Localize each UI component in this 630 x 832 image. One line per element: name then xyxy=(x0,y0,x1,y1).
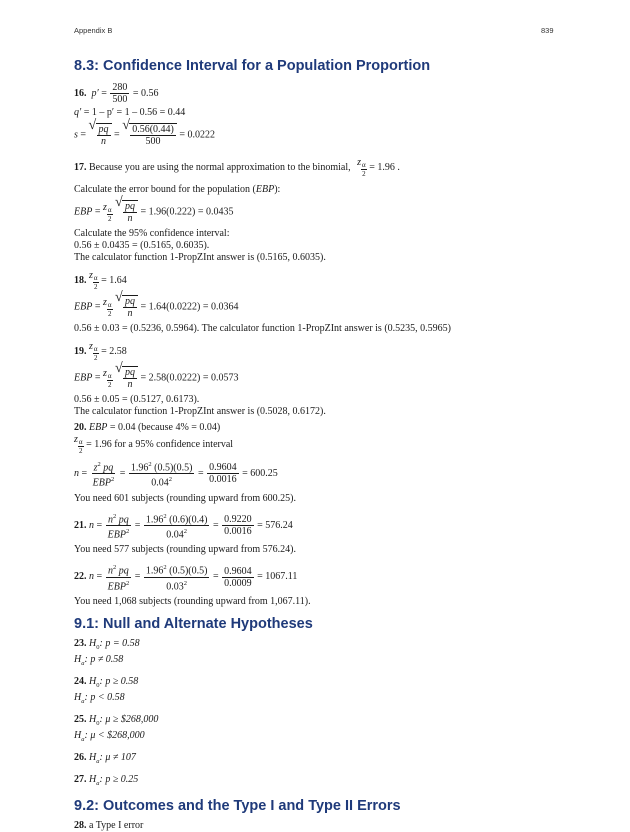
problem-22-n: 22. n = $\frac{n^2 pq}{EBP^2}$ = $\frac{1.96^2 (0.5)(0.5)}{0.03^2}$ = $\frac{0.9604}{0.0009}$ = 1067.11 xyxy=(74,564,298,592)
problem-18-z: 18. z α 2 = 1.64 xyxy=(74,270,127,291)
problem-28: 28. a Type I error xyxy=(74,819,144,831)
problem-18-line: 0.56 ± 0.03 = (0.5236, 0.5964). The calculator function 1-PropZInt answer is (0.5235, 0.5965) xyxy=(74,323,451,334)
problem-25-h0: 25. $H_0$: μ ≥ $268,000 xyxy=(74,713,159,727)
problem-16-line-3: s = √ $\frac{pq}{n}$ = √ $\frac{0.56(0.44)}{500}$ = 0.0222 xyxy=(74,118,215,147)
problem-20-ebp: 20. EBP = 0.04 (because 4% = 0.04) xyxy=(74,422,221,433)
problem-20-z: z α 2 = 1.96 for a 95% confidence interval xyxy=(74,434,234,455)
problem-17-ci-title: Calculate the 95% confidence interval: xyxy=(74,228,230,239)
problem-19-line-2: The calculator function 1-PropZInt answer is (0.5028, 0.6172). xyxy=(74,406,326,417)
problem-24-ha: $H_a$: p < 0.58 xyxy=(74,691,125,705)
problem-21-note: You need 577 subjects (rounding upward from 576.24). xyxy=(74,544,297,556)
problem-19-line-1: 0.56 ± 0.05 = (0.5127, 0.6173). xyxy=(74,394,200,405)
section-heading-8-3: 8.3: Confidence Interval for a Population Proportion xyxy=(74,58,431,74)
problem-27: 27. $H_a$: p ≥ 0.25 xyxy=(74,773,139,787)
problem-17-calc-ebp: Calculate the error bound for the population (EBP): xyxy=(74,184,281,195)
page-content xyxy=(74,56,574,832)
fraction: $\frac{280}{500}$ xyxy=(112,82,128,105)
problem-16-line-2: q′ = 1 – p′ = 1 – 0.56 = 0.44 xyxy=(74,107,186,118)
problem-26: 26. $H_a$: μ ≠ 107 xyxy=(74,751,136,765)
problem-17-ebp: EBP = z α 2 √ $\frac{pq}{n}$ = 1.96(0.222) = 0.0435 xyxy=(74,195,234,224)
problem-18-ebp: EBP = z α 2 √ $\frac{pq}{n}$ = 1.64(0.0222) = 0.0364 xyxy=(74,290,239,319)
section-heading-9-2: 9.2: Outcomes and the Type I and Type II Errors xyxy=(74,797,401,814)
problem-23-h0: 23. $H_0$: p = 0.58 xyxy=(74,637,140,651)
problem-25-ha: $H_a$: μ < $268,000 xyxy=(74,729,145,743)
page-number: 839 xyxy=(541,26,554,35)
problem-21-n: 21. n = $\frac{n^2 pq}{EBP^2}$ = $\frac{1.96^2 (0.6)(0.4)}{0.04^2}$ = $\frac{0.9220}{0.0016}$ = 576.24 xyxy=(74,512,293,541)
problem-20-note: You need 601 subjects (rounding upward from 600.25). xyxy=(74,492,297,504)
problem-16-line-1: 16. p′ = $\frac{280}{500}$ = 0.56 xyxy=(74,82,159,105)
problem-22-note: You need 1,068 subjects (rounding upward from 1,067.11). xyxy=(74,595,311,607)
problem-17-calc-line: The calculator function 1-PropZInt answer is (0.5165, 0.6035). xyxy=(74,252,326,263)
section-heading-9-1: 9.1: Null and Alternate Hypotheses xyxy=(74,615,313,632)
problem-20-n: n = $\frac{z^2 pq}{EBP^2}$ = $\frac{1.96^2 (0.5)(0.5)}{0.04^2}$ = $\frac{0.9604}{0.0016}$ = 600.25 xyxy=(74,461,278,489)
problem-19-ebp: EBP = z α 2 √ $\frac{pq}{n}$ = 2.58(0.0222) = 0.0573 xyxy=(74,361,239,390)
problem-19-z: 19. z α 2 = 2.58 xyxy=(74,341,127,362)
problem-24-h0: 24. $H_0$: p ≥ 0.58 xyxy=(74,675,139,689)
problem-number: 16. xyxy=(74,87,87,99)
problem-17-line-1: 17. Because you are using the normal approximation to the binomial, z α 2 = 1.96 . xyxy=(74,157,400,178)
problem-17-ci-line: 0.56 ± 0.0435 = (0.5165, 0.6035). xyxy=(74,240,210,251)
running-header-left: Appendix B xyxy=(74,26,113,35)
problem-23-ha: $H_a$: p ≠ 0.58 xyxy=(74,653,124,667)
